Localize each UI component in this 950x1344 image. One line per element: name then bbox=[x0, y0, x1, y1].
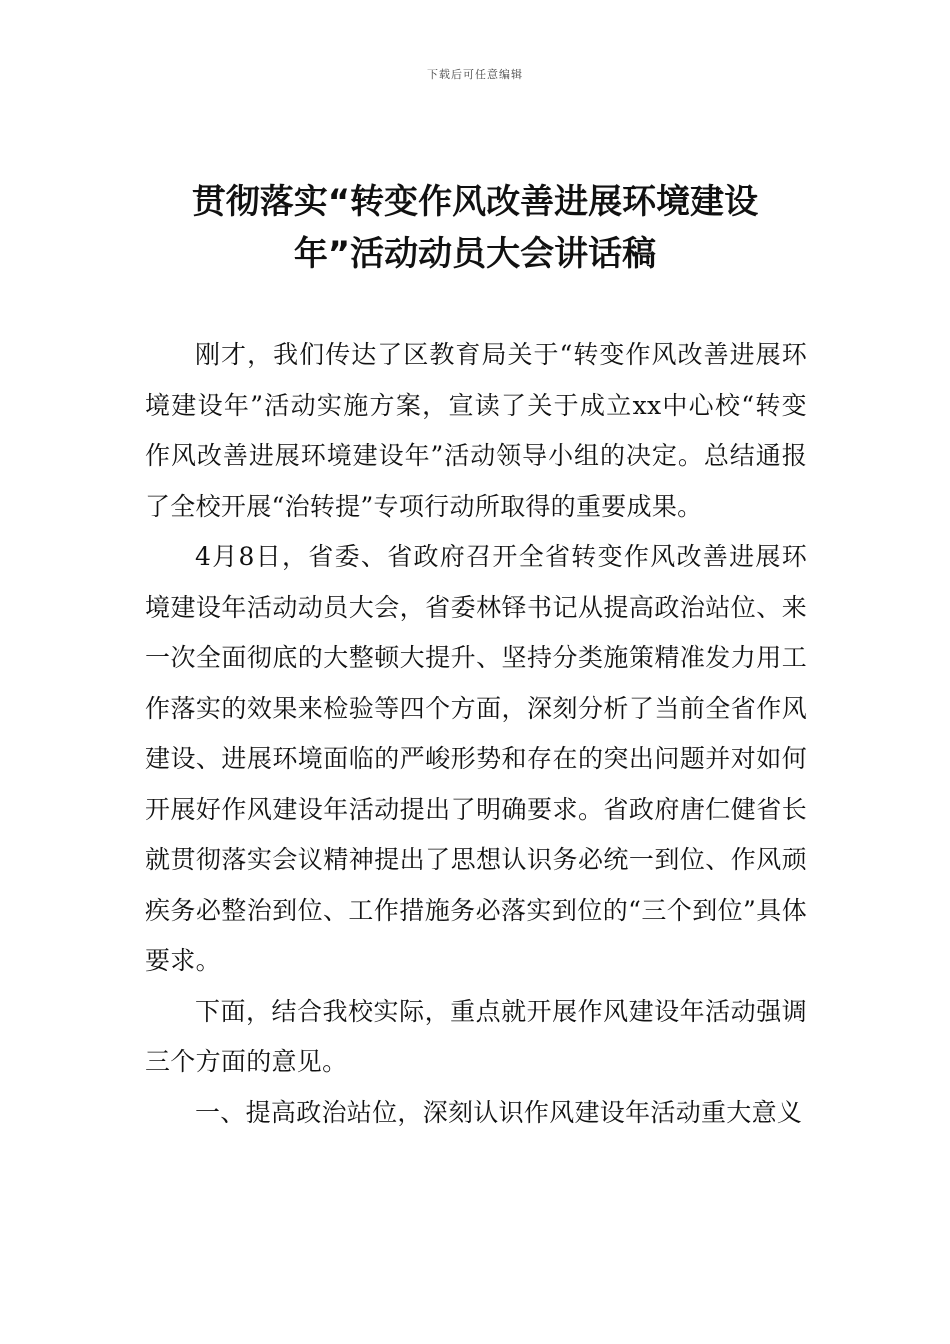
document-title bbox=[140, 176, 810, 280]
paragraph-3: 下面，结合我校实际，重点就开展作风建设年活动强调三个方面的意见。 bbox=[145, 996, 807, 1076]
header-note: 下载后可任意编辑 bbox=[427, 68, 523, 81]
document-title-line-1: 贯彻落实“转变作风改善进展环境建设 bbox=[191, 182, 759, 222]
paragraph-1: 刚才，我们传达了区教育局关于“转变作风改善进展环境建设年”活动实施方案，宣读了关于成立xx中心校“转变作风改善进展环境建设年”活动领导小组的决定。总结通报了全校开展“治转提”专项行动所取得的重要成果。 bbox=[145, 340, 807, 521]
document-body bbox=[145, 330, 807, 1138]
paragraph-2: 4月8日，省委、省政府召开全省转变作风改善进展环境建设年活动动员大会，省委林铎书记从提高政治站位、来一次全面彻底的大整顿大提升、坚持分类施策精准发力用工作落实的效果来检验等四个方面，深刻分析了当前全省作风建设、进展环境面临的严峻形势和存在的突出问题并对如何开展好作风建设年活动提出了明确要求。省政府唐仁健省长就贯彻落实会议精神提出了思想认识务必统一到位、作风顽疾务必整治到位、工作措施务必落实到位的“三个到位”具体要求。 bbox=[145, 542, 807, 975]
document-title-line-2: 年”活动动员大会讲话稿 bbox=[293, 234, 657, 274]
section-heading-1: 一、提高政治站位，深刻认识作风建设年活动重大意义 bbox=[195, 1097, 803, 1127]
